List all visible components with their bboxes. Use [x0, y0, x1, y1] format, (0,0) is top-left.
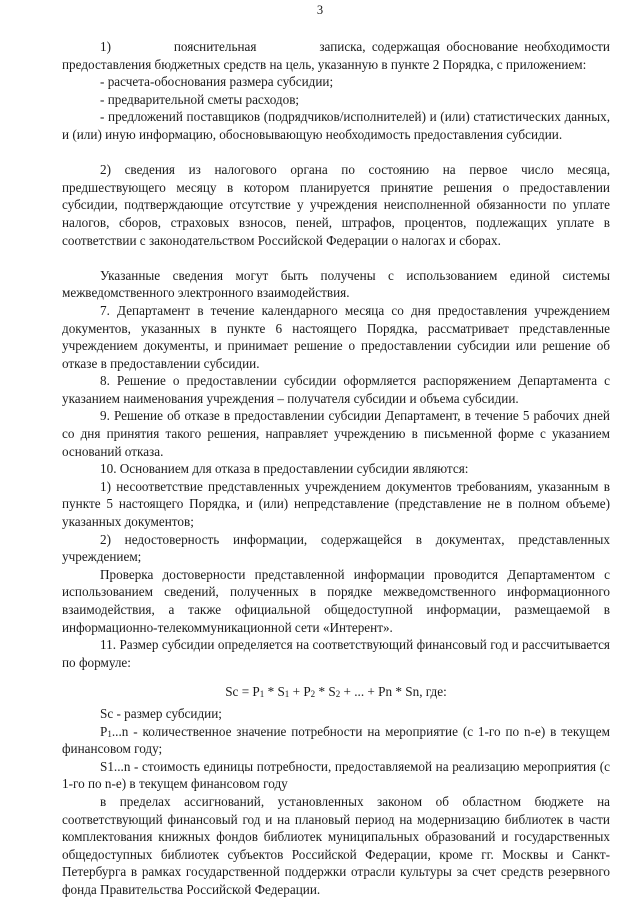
paragraph-8: 8. Решение о предоставлении субсидии оформляется распоряжением Департамента с указанием наименования учреждения – получателя субсидии и объема субсидии. — [62, 373, 610, 406]
definition-p: $P_1...n$ - количественное значение потребности на мероприятие (с 1-го по n-е) в текущем финансовом году; — [62, 723, 610, 757]
paragraph-tax-info: 2) сведения из налогового органа по состоянию на первое число месяца, предшествующего месяцу в котором планируется принятие решения о предоставлении субсидии, подтверждающие отсутствие у учреждения неисполненной обязанности по уплате налогов, сборов, страховых взносов, пеней, штрафов, процентов, подлежащих уплате в соответствии с законодательством Российской Федерации о налогах и сборах. — [62, 162, 610, 248]
paragraph-9: 9. Решение об отказе в предоставлении субсидии Департамент, в течение 5 рабочих дней со дня принятия такого решения, направляет учреждению в письменной форме с указанием оснований отказа. — [62, 408, 610, 459]
paragraph-10-item-2: 2) недостоверность информации, содержащейся в документах, представленных учреждением; — [62, 531, 610, 565]
subsidy-formula: $Sc = P_1 * S_1 + P_2 * S_2$ + ... + Pn * Sn, где: — [225, 684, 447, 700]
definition-sc: Sc - размер субсидии; — [100, 705, 222, 721]
paragraph-10-item-1: 1) несоответствие представленных учреждением документов требованиям, указанным в пункте 5 настоящего Порядка, и (или) непредставление (представление не в полном объеме) указанных документов; — [62, 478, 610, 530]
paragraph-7: 7. Департамент в течение календарного месяца со дня предоставления учреждением документов, указанных в пункте 6 настоящего Порядка, рассматривает представленные учреждением документы, и принимает решение о предоставлении субсидии или решение об отказе в предоставлении субсидии. — [62, 302, 610, 371]
bullet-supplier-offers: - предложений поставщиков (подрядчиков/исполнителей) и (или) статистических данных, и (или) иную информацию, обосновывающую необходимость предоставления субсидии. — [62, 109, 610, 142]
paragraph-11: 11. Размер субсидии определяется на соответствующий финансовый год и рассчитывается по формуле: — [62, 637, 610, 670]
page-number: 3 — [316, 3, 324, 17]
document-body — [62, 38, 614, 899]
bullet-calculation: - расчета-обоснования размера субсидии; — [100, 74, 334, 90]
paragraph-explanatory-note: 1) пояснительная записка, содержащая обоснование необходимости предоставления бюджетных средств на цель, указанную в пункте 2 Порядка, с приложением: — [62, 39, 614, 72]
paragraph-interagency: Указанные сведения могут быть получены с использованием единой системы межведомственного электронного взаимодействия. — [62, 267, 610, 301]
bullet-estimate: - предварительной сметы расходов; — [100, 91, 300, 107]
definition-s: S1...n - стоимость единицы потребности, предоставляемой на реализацию мероприятия (с 1-го по n-е) в текущем финансовом году — [62, 758, 610, 792]
paragraph-allocation-limits: в пределах ассигнований, установленных законом об областном бюджете на соответствующий финансовый год и на плановый период на модернизацию библиотек в части комплектования книжных фондов библиотек муниципальных образований и государственных общедоступных библиотек субъектов Российской Федерации, кроме гг. Москвы и Санкт-Петербурга в рамках государственной поддержки отрасли культуры за счет средств резервного фонда Правительства Российской Федерации. — [62, 793, 610, 897]
paragraph-verification: Проверка достоверности представленной информации проводится Департаментом с использованием сведений, полученных в порядке межведомственного информационного взаимодействия, а также официальной общедоступной информации, размещаемой в информационно-телекоммуникационной сети «Интерент». — [62, 566, 610, 635]
paragraph-10: 10. Основанием для отказа в предоставлении субсидии являются: — [100, 461, 469, 477]
